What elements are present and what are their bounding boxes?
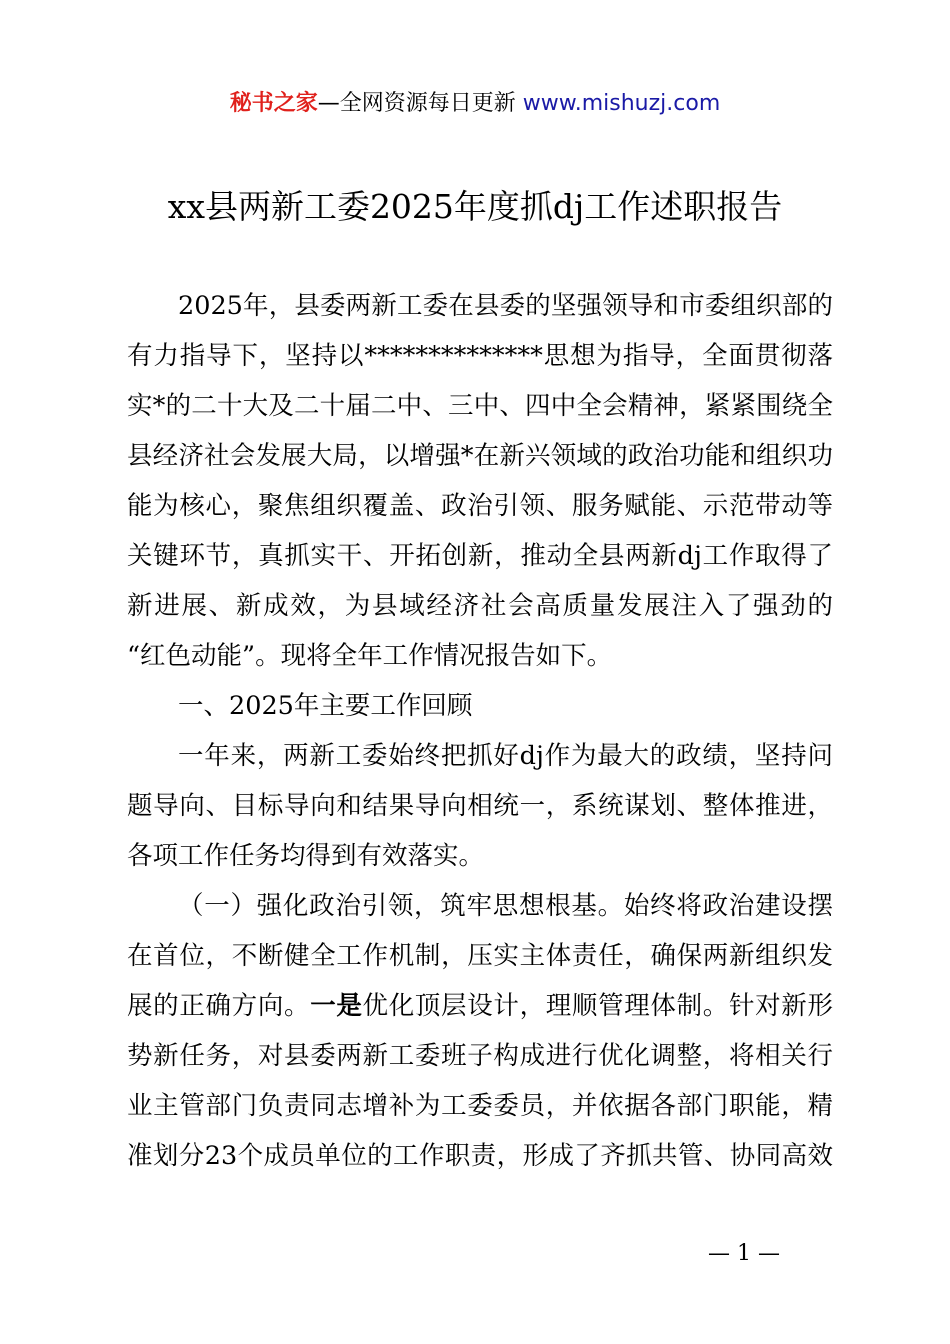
heading-line: 一、2025年主要工作回顾 <box>178 691 473 721</box>
section-heading <box>127 681 833 731</box>
text-line: “红色动能”。现将全年工作情况报告如下。 <box>127 641 613 671</box>
text-span: 展的正确方向。 <box>127 991 311 1021</box>
emphasis-text: 一是 <box>310 991 363 1021</box>
text-line: 有力指导下，坚持以**************思想为指导，全面贯彻落 <box>127 341 833 371</box>
document-body <box>127 281 833 1181</box>
text-line: 准划分23个成员单位的工作职责，形成了齐抓共管、协同高效 <box>127 1141 833 1171</box>
text-line: 新进展、新成效，为县域经济社会高质量发展注入了强劲的 <box>127 591 833 621</box>
text-line: 能为核心，聚焦组织覆盖、政治引领、服务赋能、示范带动等 <box>127 491 833 521</box>
text-line: 关键环节，真抓实干、开拓创新，推动全县两新dj工作取得了 <box>127 541 833 571</box>
document-title: xx县两新工委2025年度抓dj工作述职报告 <box>167 187 783 226</box>
text-line: 实*的二十大及二十届二中、三中、四中全会精神，紧紧围绕全 <box>127 391 833 421</box>
paragraph-intro <box>127 281 833 681</box>
text-line: 在首位，不断健全工作机制，压实主体责任，确保两新组织发 <box>127 941 833 971</box>
text-line <box>127 981 833 1031</box>
text-line: 县经济社会发展大局，以增强*在新兴领域的政治功能和组织功 <box>127 441 833 471</box>
text-line: （一）强化政治引领，筑牢思想根基。始终将政治建设摆 <box>178 891 833 921</box>
text-line: 业主管部门负责同志增补为工委委员，并依据各部门职能，精 <box>127 1091 833 1121</box>
header-slogan: —全网资源每日更新 <box>317 91 523 116</box>
paragraph-political-guidance <box>127 881 833 1181</box>
text-line: 势新任务，对县委两新工委班子构成进行优化调整，将相关行 <box>127 1041 833 1071</box>
text-line: 各项工作任务均得到有效落实。 <box>127 841 485 871</box>
page-number: — 1 — <box>708 1241 780 1266</box>
paragraph-review <box>127 731 833 881</box>
header-url[interactable]: www.mishuzj.com <box>522 91 721 116</box>
text-line: 题导向、目标导向和结果导向相统一，系统谋划、整体推进， <box>127 791 833 821</box>
text-span: 优化顶层设计，理顺管理体制。针对新形 <box>362 991 833 1021</box>
site-header <box>0 86 950 122</box>
brand-name: 秘书之家 <box>229 91 318 116</box>
text-line: 2025年，县委两新工委在县委的坚强领导和市委组织部的 <box>178 291 833 321</box>
text-line: 一年来，两新工委始终把抓好dj作为最大的政绩，坚持问 <box>178 741 833 771</box>
